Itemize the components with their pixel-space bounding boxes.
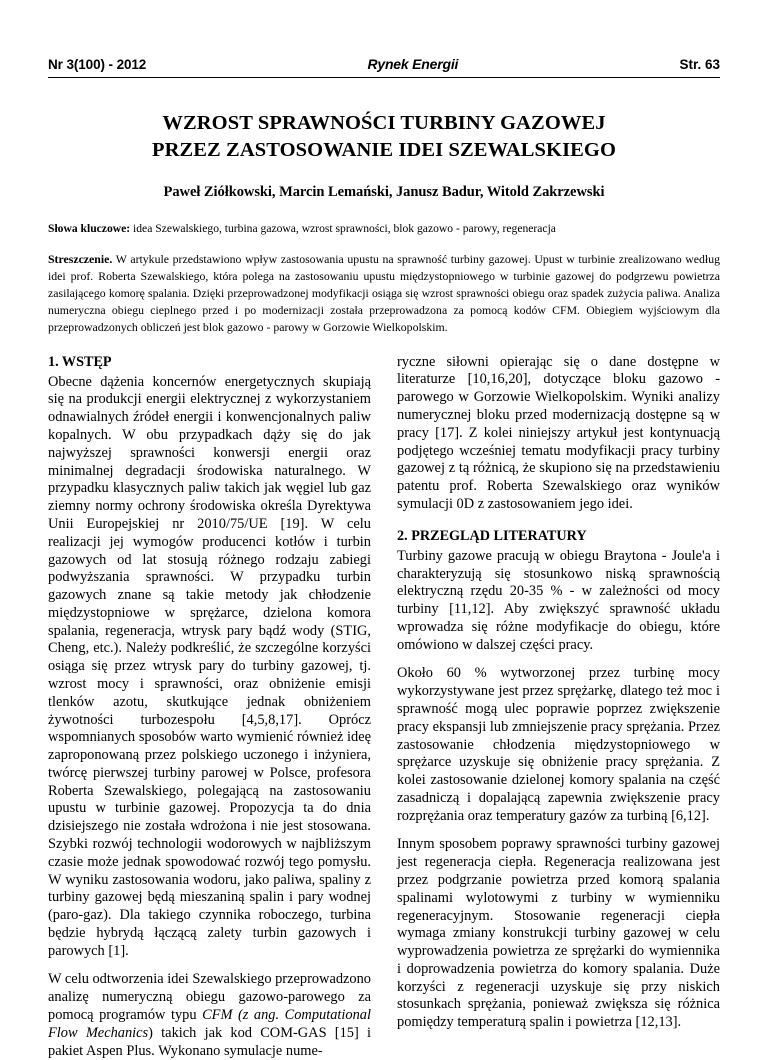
right-paragraph-3: Około 60 % wytworzonej przez turbinę mocy wykorzystywane jest przez sprężarkę, dlatego też moc i sprawność mogą ulec poprawie poprzez zwiększenie pracy ekspansji lub zmniejszenie pracy sprężania. Przez zastosowanie chłodzenia międzystopniowego w sprężarce uzyskuje się obniżenie pracy sprężania. Z kolei zastosowanie dzielonej komory spalania na część zasadniczą i dopalającą zapewnia zwiększenie pracy rozprężania oraz temperatury gazów za turbiną [6,12].	[397, 665, 720, 824]
title-line-2: PRZEZ ZASTOSOWANIE IDEI SZEWALSKIEGO	[151, 139, 617, 162]
issue-number: Nr 3(100) - 2012	[48, 57, 147, 72]
abstract-block	[48, 251, 720, 336]
abstract-label: Streszczenie.	[48, 251, 113, 266]
page-number: Str. 63	[679, 57, 720, 72]
author-list: Paweł Ziółkowski, Marcin Lemański, Janusz Badur, Witold Zakrzewski	[163, 184, 605, 201]
keywords-text: idea Szewalskiego, turbina gazowa, wzrost sprawności, blok gazowo - parowy, regeneracja	[133, 222, 556, 236]
abstract-text: W artykule przedstawiono wpływ zastosowania upustu na sprawność turbiny gazowej. Upust w turbinie zrealizowano według idei prof. Roberta Szewalskiego, która polega na zastosowaniu upustu międzystopniowego w turbinie gazowej do podgrzewu powietrza zasilającego komorę spalania. Dzięki przeprowadzonej modyfikacji osiąga się wzrost sprawności obiegu oraz spadek zużycia paliwa. Analiza numeryczna obiegu cieplnego przed i po modernizacji została przeprowadzona za pomocą kodów CFM. Obiegiem wyjściowym dla przeprowadzonych obliczeń jest blok gazowo - parowy w Gorzowie Wielkopolskim.	[48, 251, 720, 334]
right-paragraph-4: Innym sposobem poprawy sprawności turbiny gazowej jest regeneracja ciepła. Regeneracja realizowana jest przez podgrzanie powietrza przed komorą spalania spalinami wylotowymi z turbiny w wymienniku regeneracyjnym. Stosowanie regeneracji ciepła wymaga zmiany konstrukcji turbiny gazowej w celu wyprowadzenia powietrza ze sprężarki do wymiennika i doprowadzenia powietrza do komory spalania. Duże korzyści z regeneracji uzyskuje się przy niskich stosunkach sprężania, ponieważ zwiększa się różnica pomiędzy temperaturą spalin i powietrza [12,13].	[397, 836, 720, 1031]
left-column	[48, 354, 371, 1060]
right-paragraph-continuation: ryczne siłowni opierając się o dane dostępne w literaturze [10,16,20], dotyczące bloku gazowo - parowego w Gorzowie Wielkopolskim. Wyniki analizy numerycznej bloku przed modernizacją dostępne są w pracy [17]. Z kolei niniejszy artykuł jest kontynuacją podjętego wcześniej tematu modyfikacji pracy turbiny gazowej z tą różnicą, że skupiono się na przedstawieniu patentu prof. Roberta Szewalskiego oraz wyników symulacji 0D z zastosowaniem jego idei.	[397, 353, 720, 512]
journal-name: Rynek Energii	[367, 56, 459, 72]
left-paragraph-2-italic: CFM (z ang. Computational Flow Mechanics	[48, 1007, 371, 1041]
heading-section-2: 2. PRZEGLĄD LITERATURY	[397, 527, 587, 544]
left-paragraph-2	[48, 971, 371, 1060]
left-paragraph-2-post: ) takich jak kod COM-GAS [15] i pakiet Aspen Plus. Wykonano symulacje nume-	[48, 1024, 372, 1059]
keywords-block	[48, 221, 720, 237]
right-column	[397, 354, 720, 1060]
left-paragraph-2-pre: W celu odtworzenia idei Szewalskiego przeprowadzono analizę numeryczną obiegu gazowo-parowego za pomocą programów typu	[48, 971, 372, 1024]
keywords-label: Słowa kluczowe:	[48, 222, 131, 236]
article-title	[48, 110, 720, 164]
body-columns	[48, 354, 720, 1060]
heading-section-1: 1. WSTĘP	[48, 353, 112, 370]
right-paragraph-2: Turbiny gazowe pracują w obiegu Braytona - Joule'a i charakteryzują się stosunkowo niską sprawnością elektryczną rzędu 20-35 % - w zależności od mocy turbiny [11,12]. Aby zwiększyć sprawność układu wprowadza się różne modyfikacje do obiegu, które omówiono w dalszej części pracy.	[397, 547, 720, 653]
running-head	[48, 56, 720, 78]
left-paragraph-1: Obecne dążenia koncernów energetycznych skupiają się na produkcji energii elektrycznej z wykorzystaniem odnawialnych źródeł energii i konwencjonalnych paliw kopalnych. W obu przypadkach dąży się do jak najwyższej sprawności konwersji energii oraz minimalnej degradacji środowiska naturalnego. W przypadku klasycznych paliw takich jak węgiel lub gaz ziemny normy ochrony środowiska określa Dyrektywa Unii Europejskiej nr 2010/75/UE [19]. W celu realizacji jej wymogów producenci kotłów i turbin gazowych od lat stosują różnego rodzaju zabiegi podwyższania sprawności. W przypadku turbin gazowych znane są takie metody jak chłodzenie międzystopniowe w sprężarce, dzielona komora spalania, regeneracja, wtrysk pary bądź wody (STIG, Cheng, etc.). Należy podkreślić, że szczególne korzyści osiąga się przez wtrysk pary do turbiny gazowej, tj. wzrost mocy i sprawności, oraz obniżenie emisji tlenków azotu, skutkujące jednak obniżeniem żywotności turbozespołu [4,5,8,17]. Oprócz wspomnianych sposobów warto wymienić również ideę zaproponowaną przez polskiego uczonego i inżyniera, twórcę pierwszej turbiny parowej w Polsce, profesora Roberta Szewalskiego, polegającą na zastosowaniu upustu w turbinie gazowej. Propozycja ta do dnia dzisiejszego nie została wdrożona i nie jest stosowana. Szybki rozwój technologii wodorowych w najbliższym czasie może jednak spowodować rozwój tego pomysłu. W wyniku zastosowania wodoru, jako paliwa, spaliny z turbiny gazowej będą mieszaniną spalin i pary wodnej (paro-gaz). Dla takiego czynnika roboczego, turbina będzie hybrydą łączącą zalety turbin gazowych i parowych [1].	[48, 373, 371, 959]
title-line-1: WZROST SPRAWNOŚCI TURBINY GAZOWEJ	[162, 112, 606, 134]
